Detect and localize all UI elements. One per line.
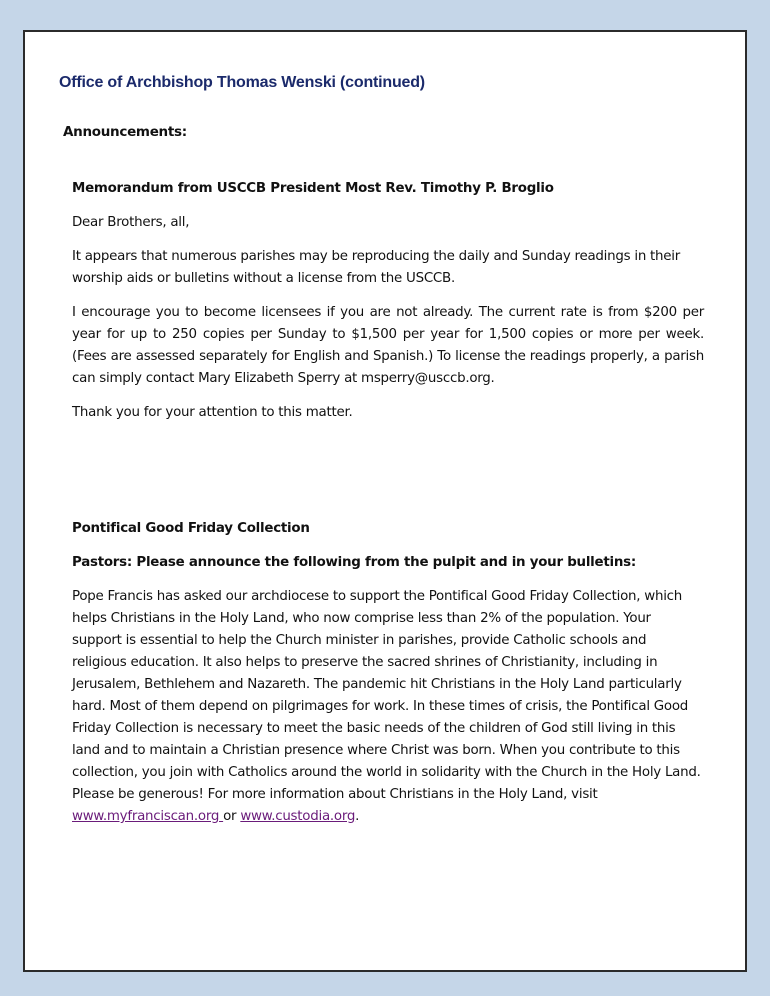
custodia-link[interactable]: www.custodia.org (240, 809, 356, 824)
page-title: Office of Archbishop Thomas Wenski (continued) (59, 74, 425, 91)
link-connector: or (223, 809, 237, 824)
document-page (23, 30, 747, 972)
memorandum-paragraph-2: I encourage you to become licensees if you are not already. The current rate is from $200 per year for up to 250 copies per Sunday to $1,500 per year for 1,500 copies or more per week. (Fees are assessed separately for English and Spanish.) To license the readings properly, a parish can simply contact Mary Elizabeth Sperry at msperry@usccb.org. (72, 305, 704, 386)
memorandum-section (72, 178, 704, 436)
good-friday-heading: Pontifical Good Friday Collection (72, 521, 310, 536)
memorandum-paragraph-1: It appears that numerous parishes may be reproducing the daily and Sunday readings in their worship aids or bulletins without a license from the USCCB. (72, 249, 681, 286)
memorandum-closing: Thank you for your attention to this matter. (72, 405, 353, 420)
good-friday-subheading: Pastors: Please announce the following from the pulpit and in your bulletins: (72, 555, 636, 570)
memorandum-heading: Memorandum from USCCB President Most Rev. Timothy P. Broglio (72, 181, 554, 196)
end-punctuation: . (355, 809, 360, 824)
good-friday-section (72, 518, 704, 840)
good-friday-body (72, 586, 704, 828)
myfranciscan-link[interactable]: www.myfranciscan.org (72, 809, 224, 824)
good-friday-body-text: Pope Francis has asked our archdiocese to support the Pontifical Good Friday Collection, which helps Christians in the Holy Land, who now comprise less than 2% of the population. Your support is essential to help the Church minister in parishes, provide Catholic schools and religious education. It also helps to preserve the sacred shrines of Christianity, including in Jerusalem, Bethlehem and Nazareth. The pandemic hit Christians in the Holy Land particularly hard. Most of them depend on pilgrimages for work. In these times of crisis, the Pontifical Good Friday Collection is necessary to meet the basic needs of the children of God still living in this land and to maintain a Christian presence where Christ was born. When you contribute to this collection, you join with Catholics around the world in solidarity with the Church in the Holy Land. Please be generous! For more information about Christians in the Holy Land, visit (72, 589, 701, 802)
announcements-label: Announcements: (63, 124, 187, 140)
memorandum-salutation: Dear Brothers, all, (72, 215, 190, 230)
